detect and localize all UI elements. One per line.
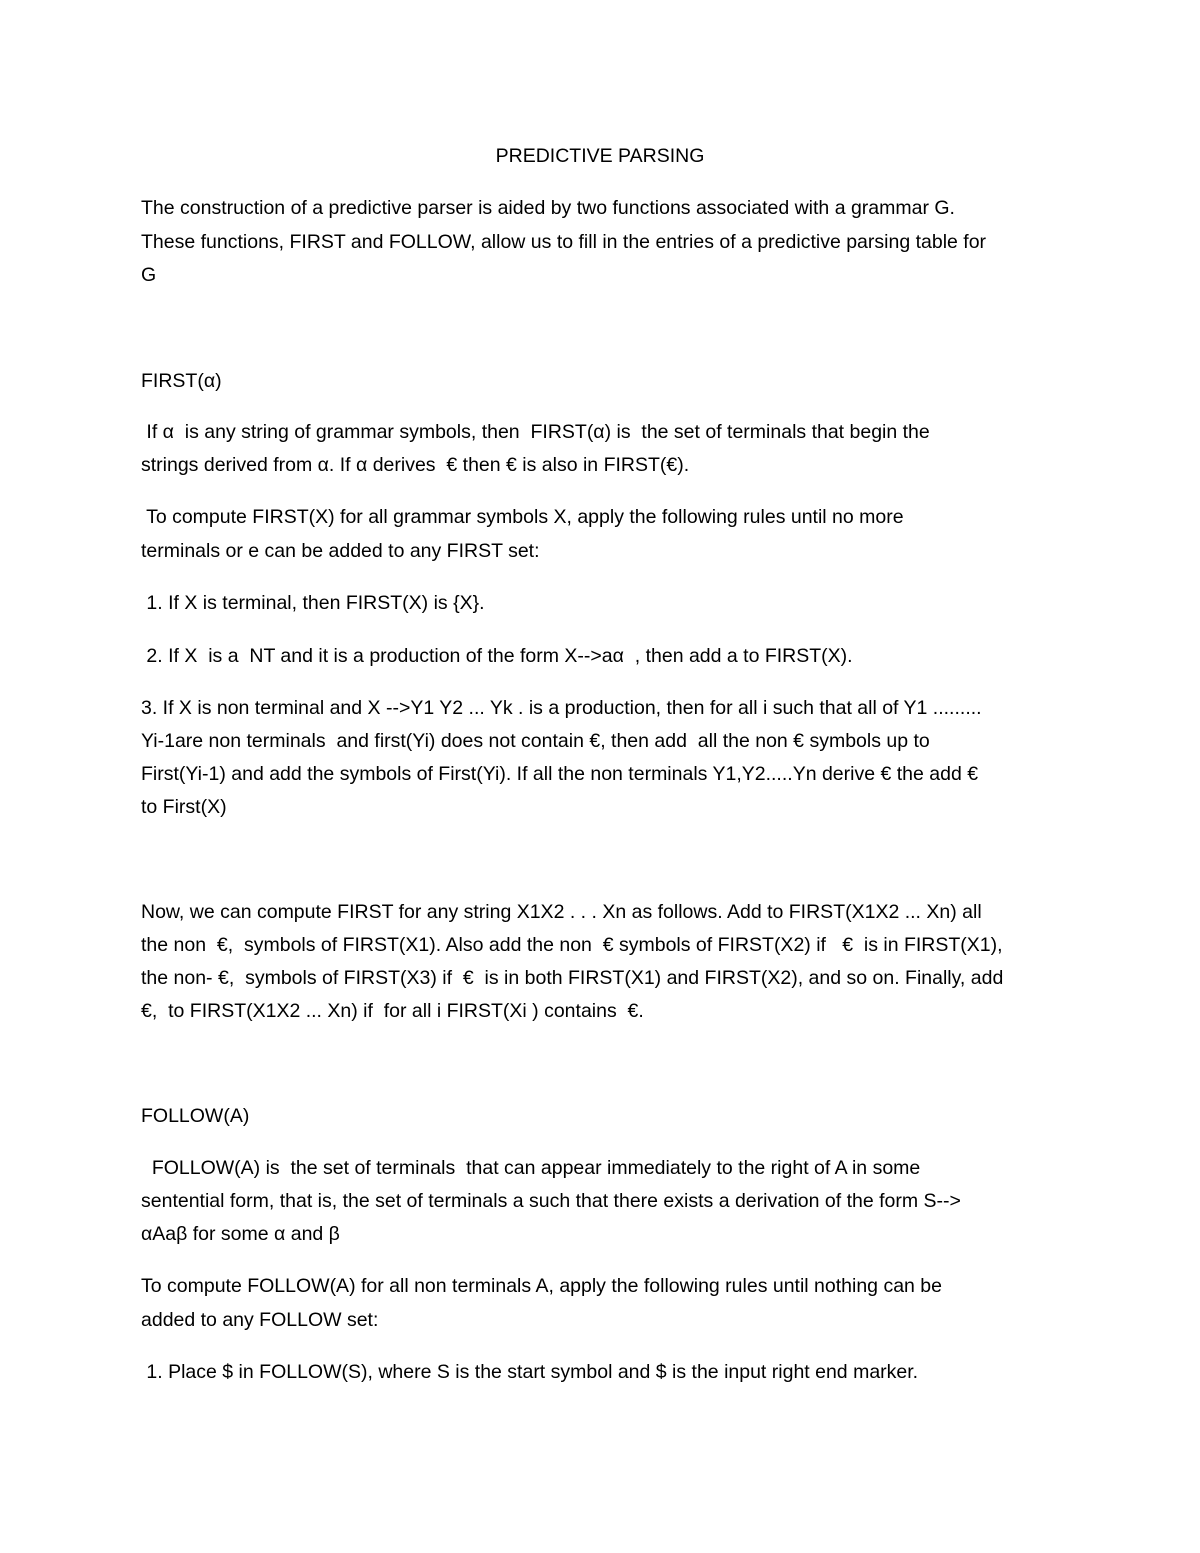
page-title: PREDICTIVE PARSING (495, 145, 705, 167)
first-rule-3-line: Yi-1are non terminals and first(Yi) does not contain €, then add all the non € symbols up to (141, 730, 930, 752)
first-string-line: the non €, symbols of FIRST(X1). Also add the non € symbols of FIRST(X2) if € is in FIRST(X1), (141, 934, 1003, 956)
first-rule-3-line: 3. If X is non terminal and X -->Y1 Y2 ... Yk . is a production, then for all i such that all of Y1 ......... (141, 697, 982, 719)
first-rule-2: 2. If X is a NT and it is a production of the form X-->aα , then add a to FIRST(X). (141, 645, 853, 667)
follow-compute-intro-line: added to any FOLLOW set: (141, 1309, 379, 1331)
first-string-line: the non- €, symbols of FIRST(X3) if € is in both FIRST(X1) and FIRST(X2), and so on. Finally, add (141, 967, 1004, 989)
intro-line: The construction of a predictive parser is aided by two functions associated with a grammar G. (141, 197, 955, 219)
follow-heading: FOLLOW(A) (141, 1105, 250, 1127)
intro-line: G (141, 264, 157, 286)
first-rule-3-line: First(Yi-1) and add the symbols of First(Yi). If all the non terminals Y1,Y2.....Yn derive € the add € (141, 763, 979, 785)
intro-line: These functions, FIRST and FOLLOW, allow us to fill in the entries of a predictive parsing table for (141, 231, 987, 253)
first-compute-intro-line: terminals or e can be added to any FIRST set: (141, 540, 540, 562)
follow-compute-intro-line: To compute FOLLOW(A) for all non terminals A, apply the following rules until nothing can be (141, 1275, 942, 1297)
first-string-line: Now, we can compute FIRST for any string X1X2 . . . Xn as follows. Add to FIRST(X1X2 ... Xn) all (141, 901, 982, 923)
follow-definition-line: FOLLOW(A) is the set of terminals that can appear immediately to the right of A in some (141, 1157, 921, 1179)
follow-rule-1: 1. Place $ in FOLLOW(S), where S is the start symbol and $ is the input right end marker. (141, 1361, 919, 1383)
first-string-line: €, to FIRST(X1X2 ... Xn) if for all i FIRST(Xi ) contains €. (141, 1000, 644, 1022)
first-definition-line: If α is any string of grammar symbols, then FIRST(α) is the set of terminals that begin the (141, 421, 930, 443)
first-rule-3-line: to First(X) (141, 796, 227, 818)
first-heading: FIRST(α) (141, 370, 222, 392)
first-compute-intro-line: To compute FIRST(X) for all grammar symbols X, apply the following rules until no more (141, 506, 904, 528)
first-rule-1: 1. If X is terminal, then FIRST(X) is {X}. (141, 592, 485, 614)
follow-definition-line: sentential form, that is, the set of terminals a such that there exists a derivation of the form S--> (141, 1190, 961, 1212)
first-definition-line: strings derived from α. If α derives € then € is also in FIRST(€). (141, 454, 690, 476)
follow-definition-line: αAaβ for some α and β (141, 1223, 340, 1245)
